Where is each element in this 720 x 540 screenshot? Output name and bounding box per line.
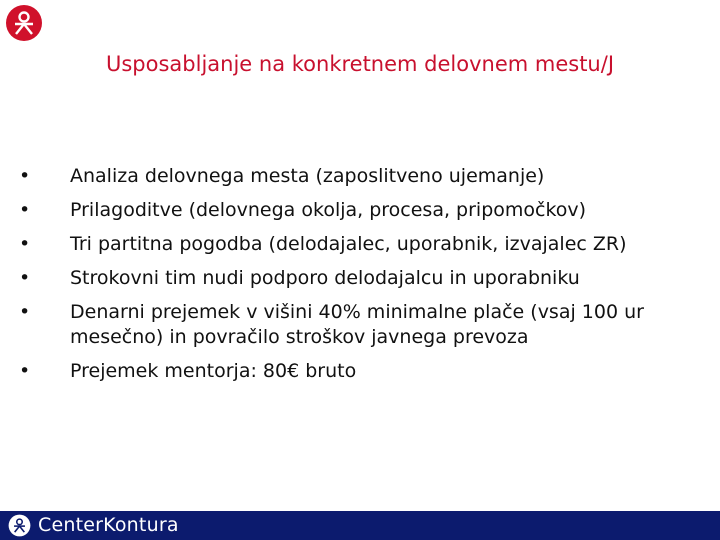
bullet-dot: • — [19, 165, 31, 187]
footer-bar — [0, 511, 720, 540]
bullet-dot: • — [19, 301, 31, 323]
center-kontura-footer-logo-icon — [8, 514, 31, 537]
bullet-dot: • — [19, 360, 31, 382]
footer-brand-name: CenterKontura — [38, 514, 179, 536]
bullet-dot: • — [19, 267, 31, 289]
bullet-item: • Prilagoditve (delovnega okolja, procesa, pripomočkov) — [19, 199, 587, 221]
bullet-dot: • — [19, 233, 31, 255]
center-kontura-logo-icon — [5, 4, 43, 42]
bullet-item: • Prejemek mentorja: 80€ bruto — [19, 360, 357, 382]
bullet-dot: • — [19, 199, 31, 221]
bullet-item: • Analiza delovnega mesta (zaposlitveno ujemanje) — [19, 165, 545, 187]
bullet-item: • Strokovni tim nudi podporo delodajalcu in uporabniku — [19, 267, 580, 289]
slide-title: Usposabljanje na konkretnem delovnem mestu/J — [105, 52, 615, 76]
bullet-list — [0, 164, 720, 393]
bullet-item: • Tri partitna pogodba (delodajalec, uporabnik, izvajalec ZR) — [19, 233, 627, 255]
bullet-item: • Denarni prejemek v višini 40% minimalne plače (vsaj 100 ur mesečno) in povračilo stroškov javnega prevoza — [19, 301, 644, 348]
